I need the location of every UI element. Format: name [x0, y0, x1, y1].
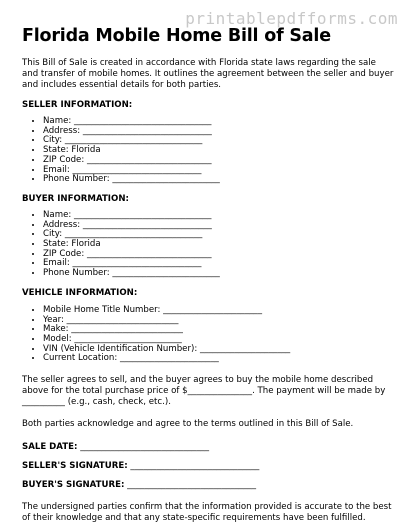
current-location-field[interactable]: • Current Location: _______________________: [43, 354, 394, 364]
vehicle-info-list: [22, 306, 394, 364]
buyer-address-field[interactable]: • Address: ______________________________: [43, 221, 394, 231]
sale-date-line[interactable]: ______________________________: [77, 442, 210, 453]
seller-address-field[interactable]: • Address: ______________________________: [43, 127, 394, 137]
sale-date-label: SALE DATE:: [22, 442, 78, 453]
seller-section-heading: SELLER INFORMATION:: [22, 100, 133, 110]
seller-signature-row[interactable]: [22, 461, 394, 472]
seller-phone-field[interactable]: • Phone Number: _________________________: [43, 175, 394, 185]
buyer-info-list: [22, 211, 394, 279]
buyer-signature-row[interactable]: [22, 480, 394, 491]
vin-field[interactable]: • VIN (Vehicle Identification Number): _____________________: [43, 345, 394, 355]
model-field[interactable]: • Model: _________________________: [43, 335, 394, 345]
buyer-name-field[interactable]: • Name: ________________________________: [43, 211, 394, 221]
closing-paragraph: The undersigned parties confirm that the information provided is accurate to the best of their knowledge and that any state-specific requirements have been fulfilled.: [22, 502, 392, 524]
buyer-city-field[interactable]: • City: ________________________________: [43, 230, 394, 240]
agreement-paragraph: The seller agrees to sell, and the buyer agrees to buy the mobile home described above for the total purchase price of $_______________. The payment will be made by __________ (e.g., cash, check, etc.).: [22, 375, 386, 408]
seller-signature-label: SELLER'S SIGNATURE:: [22, 461, 128, 472]
seller-zip-field[interactable]: • ZIP Code: _____________________________: [43, 156, 394, 166]
buyer-signature-label: BUYER'S SIGNATURE:: [22, 480, 125, 491]
year-field[interactable]: • Year: __________________________: [43, 316, 394, 326]
buyer-section-heading: BUYER INFORMATION:: [22, 193, 129, 204]
buyer-state-field: • State: Florida: [43, 240, 394, 250]
seller-email-field[interactable]: • Email: ______________________________: [43, 166, 394, 176]
seller-state-field: • State: Florida: [43, 146, 394, 156]
vehicle-section-heading: VEHICLE INFORMATION:: [22, 287, 138, 298]
watermark: printablepdfforms.com: [185, 9, 398, 28]
seller-info-list: [22, 117, 394, 185]
seller-signature-line[interactable]: ______________________________: [127, 461, 260, 472]
document-title: Florida Mobile Home Bill of Sale: [22, 26, 331, 46]
buyer-zip-field[interactable]: • ZIP Code: _____________________________: [43, 250, 394, 260]
buyer-email-field[interactable]: • Email: ______________________________: [43, 259, 394, 269]
buyer-phone-field[interactable]: • Phone Number: _________________________: [43, 269, 394, 279]
make-field[interactable]: • Make: __________________________: [43, 325, 394, 335]
acknowledgement-paragraph: Both parties acknowledge and agree to the terms outlined in this Bill of Sale.: [22, 419, 354, 430]
buyer-signature-line[interactable]: ______________________________: [124, 480, 257, 491]
title-number-field[interactable]: • Mobile Home Title Number: _______________________: [43, 306, 394, 316]
sale-date-row[interactable]: [22, 442, 394, 453]
seller-name-field[interactable]: • Name: ________________________________: [43, 117, 394, 127]
intro-paragraph: This Bill of Sale is created in accordance with Florida state laws regarding the sale and transfer of mobile homes. It outlines the agreement between the seller and buyer and includes essential details for both parties.: [22, 58, 394, 90]
seller-city-field[interactable]: • City: ________________________________: [43, 136, 394, 146]
document-page: [22, 26, 394, 524]
